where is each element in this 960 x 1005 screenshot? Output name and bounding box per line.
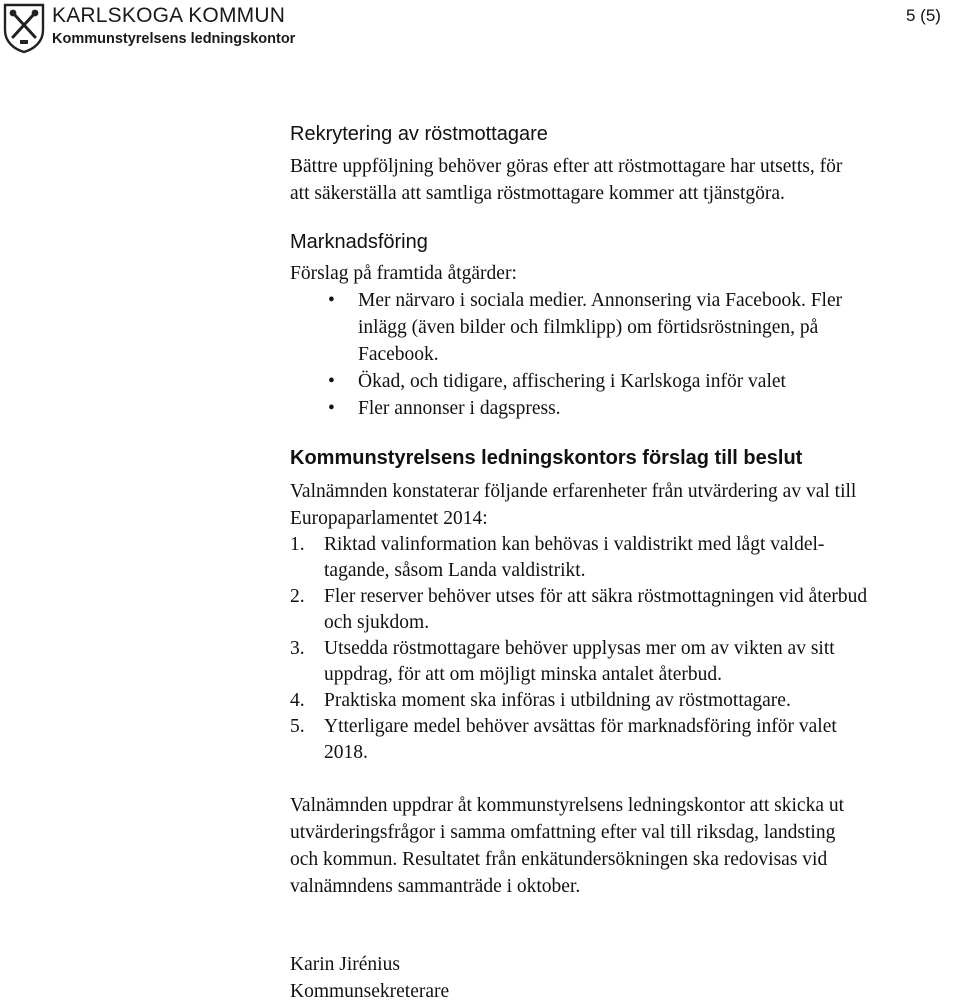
text-line: inlägg (även bilder och filmklipp) om förtidsröstningen, på (358, 317, 819, 338)
list-item (290, 636, 960, 688)
municipality-crest-logo (2, 2, 46, 54)
text-line: tagande, såsom Landa valdistrikt. (324, 560, 586, 581)
list-item (290, 368, 960, 395)
marketing-intro: Förslag på framtida åtgärder: (290, 263, 517, 284)
text-line: valnämndens sammanträde i oktober. (290, 876, 581, 897)
list-item (290, 532, 960, 584)
item-number: 2. (290, 586, 305, 607)
text-line: Praktiska moment ska införas i utbildning av röstmottagare. (324, 690, 791, 711)
bullet-icon: • (328, 290, 335, 311)
org-name: KARLSKOGA KOMMUN (52, 4, 286, 27)
text-line: att säkerställa att samtliga röstmottagare kommer att tjänstgöra. (290, 183, 785, 204)
numbered-list (290, 532, 960, 766)
text-line: Facebook. (358, 344, 439, 365)
text-line: utvärderingsfrågor i samma omfattning efter val till riksdag, landsting (290, 822, 836, 843)
proposal-intro (290, 478, 960, 532)
item-number: 3. (290, 638, 305, 659)
text-line: Valnämnden uppdrar åt kommunstyrelsens ledningskontor att skicka ut (290, 795, 845, 816)
text-line: Ökad, och tidigare, affischering i Karlskoga inför valet (358, 371, 786, 392)
bullet-icon: • (328, 398, 335, 419)
list-item (290, 584, 960, 636)
bullet-icon: • (328, 371, 335, 392)
text-line: Ytterligare medel behöver avsättas för marknadsföring inför valet (324, 716, 837, 737)
heading-recruitment: Rekrytering av röstmottagare (290, 123, 548, 145)
text-line: Utsedda röstmottagare behöver upplysas mer om av vikten av sitt (324, 638, 835, 659)
text-line: Valnämnden konstaterar följande erfarenheter från utvärdering av val till (290, 481, 857, 502)
paragraph-recruitment (290, 153, 960, 207)
text-line: 2018. (324, 742, 368, 763)
text-line: Europaparlamentet 2014: (290, 508, 488, 529)
text-line: uppdrag, för att om möjligt minska antalet återbud. (324, 664, 723, 685)
text-line: och sjukdom. (324, 612, 430, 633)
list-item (290, 714, 960, 766)
text-line: Fler annonser i dagspress. (358, 398, 561, 419)
text-line: Fler reserver behöver utses för att säkra röstmottagningen vid återbud (324, 586, 868, 607)
text-line: Mer närvaro i sociala medier. Annonsering via Facebook. Fler (358, 290, 843, 311)
closing-paragraph (290, 792, 960, 900)
item-number: 5. (290, 716, 305, 737)
list-item (290, 688, 960, 714)
list-item (290, 395, 960, 422)
signature-name: Karin Jirénius (290, 954, 400, 975)
department-name: Kommunstyrelsens ledningskontor (52, 31, 296, 47)
page-number: 5 (5) (906, 6, 941, 25)
text-line: Bättre uppföljning behöver göras efter att röstmottagare har utsetts, för (290, 156, 843, 177)
list-item (290, 287, 960, 368)
signature-title: Kommunsekreterare (290, 981, 450, 1002)
heading-proposal: Kommunstyrelsens ledningskontors förslag till beslut (290, 447, 803, 469)
bullet-list (290, 287, 960, 422)
heading-marketing: Marknadsföring (290, 231, 428, 253)
text-line: Riktad valinformation kan behövas i valdistrikt med lågt valdel- (324, 534, 825, 555)
text-line: och kommun. Resultatet från enkätundersökningen ska redovisas vid (290, 849, 828, 870)
item-number: 4. (290, 690, 305, 711)
item-number: 1. (290, 534, 305, 555)
